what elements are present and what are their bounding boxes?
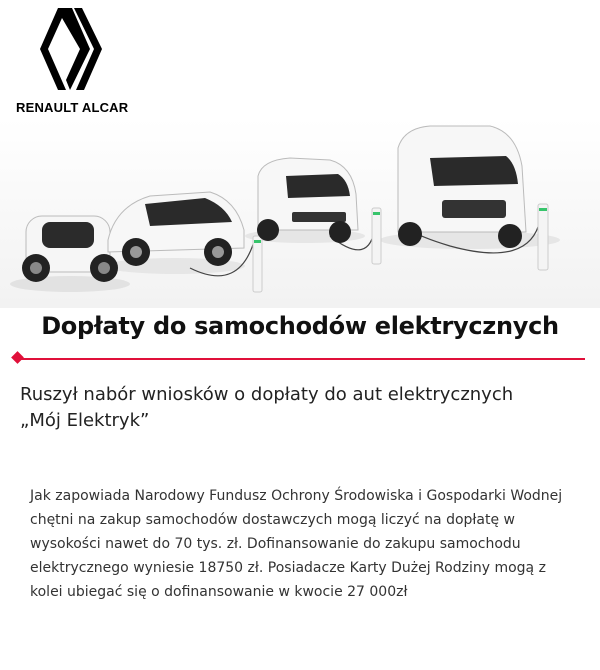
article-subtitle [20, 382, 580, 434]
subtitle-line-1: Ruszył nabór wniosków o dopłaty do aut elektrycznych [20, 384, 514, 405]
subtitle-line-2: „Mój Elektryk” [20, 410, 150, 431]
brand-name: RENAULT ALCAR [16, 100, 129, 115]
title-divider [20, 358, 585, 360]
electric-vehicles-lineup-image [0, 118, 600, 308]
divider-diamond-icon [11, 351, 24, 364]
article-body: Jak zapowiada Narodowy Fundusz Ochrony Środowiska i Gospodarki Wodnej chętni na zakup samochodów dostawczych mogą liczyć na dopłatę w wysokości nawet do 70 tys. zł. Dofinansowanie do zakupu samochodu elektrycznego wyniesie 18750 zł. Posiadacze Karty Dużej Rodziny mogą z kolei ubiegać się o dofinansowanie w kwocie 27 000zł [30, 488, 563, 600]
renault-logo[interactable] [16, 6, 126, 92]
page-title: Dopłaty do samochodów elektrycznych [41, 312, 559, 340]
renault-diamond-logo-icon [38, 6, 104, 92]
